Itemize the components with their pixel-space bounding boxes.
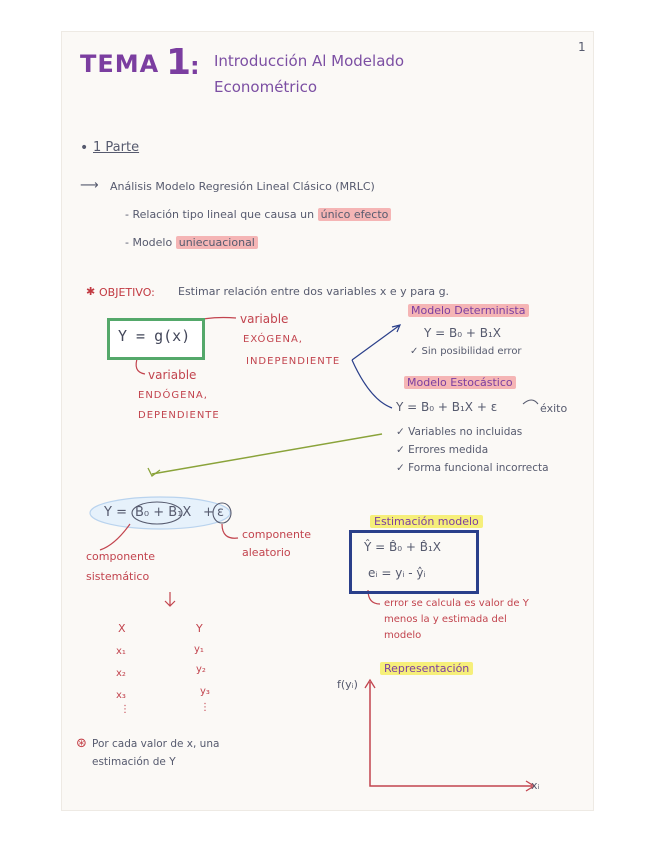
random-line1: componente [242,528,311,541]
analysis-bullet2-highlight: uniecuacional [176,236,258,249]
component-plus: + [203,505,214,520]
analysis-heading: Análisis Modelo Regresión Lineal Clásico (MRLC) [110,180,375,193]
deterministic-formula: Y = B₀ + B₁X [424,326,502,340]
stochastic-formula: Y = B₀ + B₁X + ε [396,400,498,414]
part-label: 1 Parte [93,140,140,155]
table-y-cell: y₃ [200,686,210,697]
estimation-formula2: eᵢ = yᵢ - ŷᵢ [368,566,426,580]
systematic-line2: sistemático [86,570,150,583]
estimation-note-line2: menos la y estimada del [384,614,507,625]
table-x-cell: ⋮ [120,704,130,715]
x-desc-line2: EXÓGENA, [243,334,303,345]
objective-text: Estimar relación entre dos variables x e y para g. [178,285,450,298]
stochastic-epsilon-label: éxito [540,402,568,415]
table-y-cell: y₂ [196,664,206,675]
estimation-note-line1: error se calcula es valor de Y [384,598,529,609]
part-bullet: • [80,140,89,156]
footnote-marker-icon: ⊛ [76,736,87,751]
component-epsilon: ε [217,505,225,520]
footnote-line1: Por cada valor de x, una [92,738,220,750]
table-y-cell: ⋮ [200,702,210,713]
equation-formula: Y = g(x) [118,327,191,345]
table-y-header: Y [196,622,203,635]
random-line2: aleatorio [242,546,291,559]
subtitle-line2: Econométrico [214,78,318,96]
component-systematic-formula: B₀ + B₁X [135,505,192,520]
x-desc-line3: INDEPENDIENTE [246,356,341,367]
table-x-cell: x₂ [116,668,126,679]
y-desc-line2: ENDÓGENA, [138,390,208,401]
representation-title: Representación [380,662,473,675]
graph-x-axis-label: xᵢ [531,779,540,792]
objective-label: OBJETIVO: [99,286,155,299]
x-desc-line1: variable [240,312,289,326]
analysis-bullet2-text: - Modelo [125,236,173,249]
systematic-line1: componente [86,550,155,563]
arrow-icon: ⟶ [80,178,99,193]
y-desc-line3: DEPENDIENTE [138,410,220,421]
title-colon: : [190,52,201,80]
table-x-cell: x₃ [116,690,126,701]
title-number: 1 [166,42,192,83]
graph-y-axis-label: f(yᵢ) [337,678,358,691]
analysis-bullet1-highlight: único efecto [318,208,392,221]
deterministic-title: Modelo Determinista [408,304,529,317]
estimation-title: Estimación modelo [370,515,483,528]
analysis-bullet2 [125,236,258,249]
page-number: 1 [578,40,586,54]
stochastic-reason-1: ✓ Variables no incluidas [396,426,523,438]
table-y-cell: y₁ [194,644,204,655]
stochastic-reason-3: ✓ Forma funcional incorrecta [396,462,549,474]
table-x-cell: x₁ [116,646,126,657]
component-y: Y = [104,505,127,520]
analysis-bullet1-text: - Relación tipo lineal que causa un [125,208,315,221]
title-word: TEMA [80,50,160,78]
stochastic-reason-2: ✓ Errores medida [396,444,489,456]
y-desc-line1: variable [148,368,197,382]
footnote-line2: estimación de Y [92,756,176,768]
deterministic-note: ✓ Sin posibilidad error [410,346,522,357]
stochastic-title: Modelo Estocástico [404,376,516,389]
subtitle-line1: Introducción Al Modelado [214,52,405,70]
estimation-note-line3: modelo [384,630,422,641]
estimation-formula1: Ŷ = B̂₀ + B̂₁X [364,540,442,554]
table-x-header: X [118,622,126,635]
analysis-bullet1 [125,208,391,221]
objective-star-icon: ✱ [86,285,96,298]
